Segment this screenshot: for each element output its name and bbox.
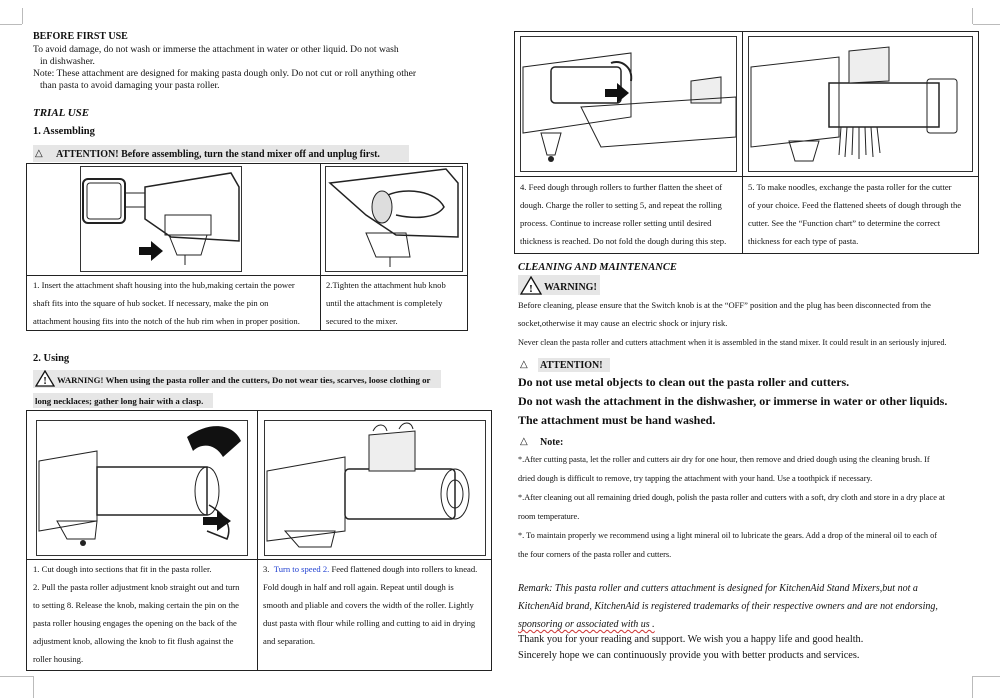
bold-instruction: Do not use metal objects to clean out the pasta roller and cutters. [518,375,850,389]
crop-mark [972,676,973,698]
turn-speed-caption [259,560,493,650]
note-line: room temperature. [518,512,580,521]
attention-triangle-icon: △ [35,148,43,159]
note-triangle-icon: △ [520,436,528,447]
caption-line: 2.Tighten the attachment hub knob [326,280,446,290]
caption-line: to setting 8. Release the knob, making certain the pin on the [33,600,239,610]
caption-line: 5. To make noodles, exchange the pasta roller for the cutter [748,182,952,192]
note-line: than pasta to avoid damaging your pasta roller. [40,80,220,91]
warning-text-line: Before cleaning, please ensure that the Switch knob is at the “OFF” position and the plug has been disconnected from the [518,300,931,310]
caption-line: thickness is reached. Do not fold the dough during this step. [520,236,727,246]
note-line: Note: These attachment are designed for making pasta dough only. Do not cut or roll anything other [33,68,417,79]
warning-text-line: socket,otherwise it may cause an electric shock or injury risk. [518,318,728,328]
bfu-line: To avoid damage, do not wash or immerse the attachment in water or other liquid. Do not wash [33,44,399,55]
flatten-dough-illustration [520,36,737,172]
caption-line: until the attachment is completely [326,298,443,308]
speed-highlight: Turn to speed 2. [273,564,330,574]
warning-triangle-icon [35,370,55,387]
caption-line: process. Continue to increase roller setting until desired [520,218,712,228]
arrow-icon [139,241,163,261]
bold-instruction: Do not wash the attachment in the dishwasher, or immerse in water or other liquids. [518,394,948,408]
pull-knob-illustration [36,420,248,556]
caption-line: cutter. See the “Function chart” to determine the correct [748,218,941,228]
warning-triangle-icon [520,276,542,295]
before-first-use-title: BEFORE FIRST USE [33,31,128,42]
assembling-heading: 1. Assembling [33,126,95,137]
caption-line: roller housing. [33,654,84,664]
caption-line: thickness for each type of pasta. [748,236,859,246]
note-title: Note: [540,437,564,448]
bfu-line: in dishwasher. [40,56,95,67]
tighten-knob-illustration [325,166,463,272]
caption-line: secured to the mixer. [326,316,398,326]
feed-dough-illustration [264,420,486,556]
attention-label: ATTENTION! [540,360,603,371]
note-line: the four corners of the pasta roller and cutters. [518,550,672,559]
cutter-illustration [748,36,973,172]
caption-line: dust pasta with flour while rolling and cutting to aid in drying [263,618,476,628]
feed-dough-caption [516,178,742,250]
note-list [518,450,988,564]
thanks-line: Sincerely hope we can continuously provide you with better products and services. [518,650,860,661]
cut-dough-caption [29,560,257,668]
caption-line: 1. Insert the attachment shaft housing into the hub,making certain the power [33,280,295,290]
caption-line: 4. Feed dough through rollers to further flatten the sheet of [520,182,723,192]
caption-line: Fold dough in half and roll again. Repeat until dough is [263,582,454,592]
remark-line: Remark: This pasta roller and cutters attachment is designed for KitchenAid Stand Mixers,but not a [518,583,918,594]
note-line: *. To maintain properly we recommend using a light mineral oil to lubricate the gears. Add a drop of the mineral oil to each of [518,531,938,540]
attention-text: ATTENTION! Before assembling, turn the stand mixer off and unplug first. [56,149,380,160]
caption-line: smooth and pliable and covers the width of the roller. Lightly [263,600,474,610]
crop-mark [0,676,33,677]
crop-mark [973,676,1000,677]
caption-line: shaft fits into the square of hub socket. If necessary, make the pin on [33,298,269,308]
note-line: *.After cleaning out all remaining dried dough, polish the pasta roller and cutters with a soft, dry cloth and store in a dry place at [518,493,945,502]
caption-line: attachment housing fits into the notch of the hub rim when in proper position. [33,316,300,326]
crop-mark [973,24,1000,25]
trial-use-heading: TRIAL USE [33,107,90,119]
caption-line: and separation. [263,636,316,646]
warning-label: WARNING! [544,282,597,293]
make-noodles-caption [744,178,978,250]
arrow-icon [605,83,629,103]
step2-caption [322,276,468,330]
attention-triangle-icon: △ [520,359,528,370]
warning-using-text: long necklaces; gather long hair with a clasp. [35,396,204,406]
crop-mark [22,8,23,24]
remark-line: KitchenAid brand, KitchenAid is registered trademarks of their respective owners and are not endorsing, [518,601,938,612]
bold-instruction: The attachment must be hand washed. [518,413,716,427]
warning-using-text: WARNING! When using the pasta roller and the cutters, Do not wear ties, scarves, loose clothing or [57,375,431,385]
crop-mark [33,676,34,698]
thanks-line: Thank you for your reading and support. We wish you a happy life and good health. [518,634,864,645]
note-line: *.After cutting pasta, let the roller and cutters air dry for one hour, then remove and dried dough using the cleaning brush. If [518,455,930,464]
using-heading: 2. Using [33,353,70,364]
svg-text:!: ! [43,376,47,387]
note-line: dried dough is difficult to remove, try tapping the attachment with your hand. Use a toothpick if necessary. [518,474,873,483]
caption-line: of your choice. Feed the flattened sheets of dough through the [748,200,962,210]
crop-mark [0,24,22,25]
insert-shaft-illustration [80,166,242,272]
caption-line: dough. Charge the roller to setting 5, and repeat the rolling [520,200,722,210]
svg-text:!: ! [529,283,533,295]
cleaning-heading: CLEANING AND MAINTENANCE [518,262,677,273]
step1-caption [29,276,321,330]
caption-line: pasta roller housing engages the opening on the back of the [33,618,237,628]
crop-mark [972,8,973,24]
caption-line: 3. Turn to speed 2. Feed flattened dough into rollers to knead. [263,564,478,574]
never-clean-line: Never clean the pasta roller and cutters attachment when it is assembled in the stand mixer. It could result in an seriously injured. [518,338,947,347]
caption-line: 2. Pull the pasta roller adjustment knob straight out and turn [33,582,240,592]
caption-line: 1. Cut dough into sections that fit in the pasta roller. [33,564,212,574]
caption-line: adjustment knob, allowing the knob to fit flush against the [33,636,234,646]
remark-line: sponsoring or associated with us . [518,619,655,630]
